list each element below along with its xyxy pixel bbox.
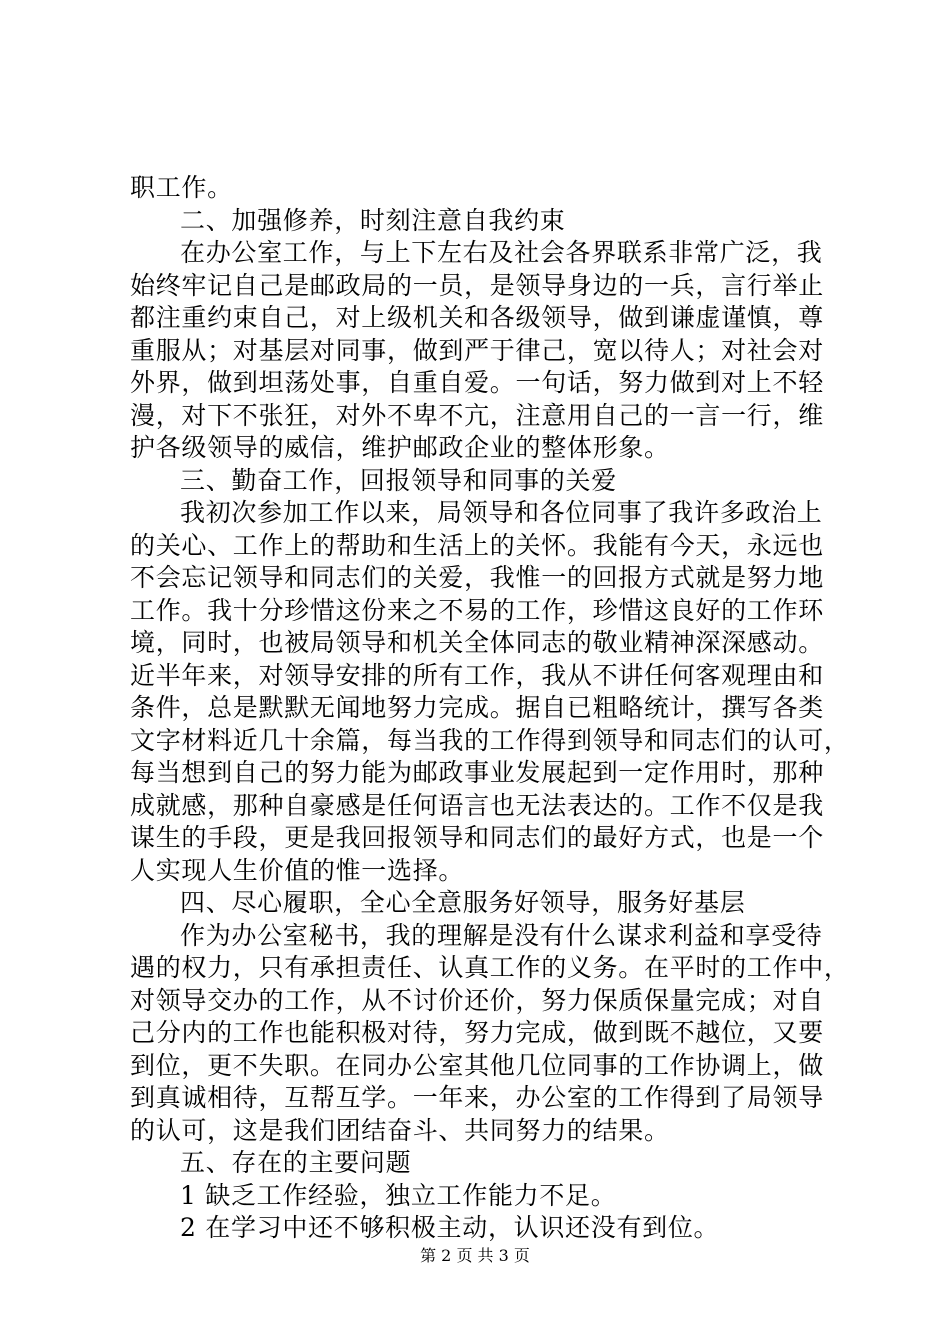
text-line: 文字材料近几十余篇，每当我的工作得到领导和同志们的认可， [130,725,850,755]
text-line: 2 在学习中还不够积极主动，认识还没有到位。 [180,1213,720,1242]
text-line: 工作。我十分珍惜这份来之不易的工作，珍惜这良好的工作环 [130,595,824,625]
text-line: 作为办公室秘书，我的理解是没有什么谋求利益和享受待 [180,920,823,950]
text-line: 职工作。 [130,173,233,202]
text-line: 四、尽心履职，全心全意服务好领导，服务好基层 [180,888,746,917]
text-line: 人实现人生价值的惟一选择。 [130,855,465,885]
text-line: 近半年来，对领导安排的所有工作，我从不讲任何客观理由和 [130,660,824,690]
text-line: 对领导交办的工作，从不讨价还价，努力保质保量完成；对自 [130,985,824,1015]
text-line: 在办公室工作，与上下左右及社会各界联系非常广泛，我 [180,238,823,267]
text-line: 条件，总是默默无闻地努力完成。据自已粗略统计，撰写各类 [130,693,824,722]
text-line: 漫，对下不张狂，对外不卑不亢，注意用自己的一言一行，维 [130,400,824,430]
text-line: 遇的权力，只有承担责任、认真工作的义务。在平时的工作中， [130,953,850,982]
text-line: 境，同时，也被局领导和机关全体同志的敬业精神深深感动。 [130,628,824,657]
text-line: 1 缺乏工作经验，独立工作能力不足。 [180,1180,617,1210]
text-line: 不会忘记领导和同志们的关爱，我惟一的回报方式就是努力地 [130,563,824,592]
text-line: 成就感，那种自豪感是任何语言也无法表达的。工作不仅是我 [130,790,824,820]
text-line: 谋生的手段，更是我回报领导和同志们的最好方式，也是一个 [130,823,824,852]
page-footer: 第 2 页 共 3 页 [420,1246,530,1265]
text-line: 都注重约束自己，对上级机关和各级领导，做到谦虚谨慎，尊 [130,303,824,332]
text-line: 外界，做到坦荡处事，自重自爱。一句话，努力做到对上不轻 [130,368,824,397]
text-line: 始终牢记自己是邮政局的一员，是领导身边的一兵，言行举止 [130,270,824,300]
text-line: 到位，更不失职。在同办公室其他几位同事的工作协调上，做 [130,1050,824,1080]
text-line: 到真诚相待，互帮互学。一年来，办公室的工作得到了局领导 [130,1083,824,1112]
document-body [130,172,850,1245]
text-line: 己分内的工作也能积极对待，努力完成，做到既不越位，又要 [130,1018,824,1047]
text-line: 每当想到自己的努力能为邮政事业发展起到一定作用时，那种 [130,758,824,787]
text-line: 重服从；对基层对同事，做到严于律己，宽以待人；对社会对 [130,335,824,365]
text-line: 护各级领导的威信，维护邮政企业的整体形象。 [130,433,670,462]
text-line: 的认可，这是我们团结奋斗、共同努力的结果。 [130,1115,670,1145]
text-line: 五、存在的主要问题 [180,1148,412,1177]
text-line: 二、加强修养，时刻注意自我约束 [180,205,566,235]
text-line: 我初次参加工作以来，局领导和各位同事了我许多政治上 [180,498,823,527]
text-line: 的关心、工作上的帮助和生活上的关怀。我能有今天，永远也 [130,530,824,560]
text-line: 三、勤奋工作，回报领导和同事的关爱 [180,465,617,495]
